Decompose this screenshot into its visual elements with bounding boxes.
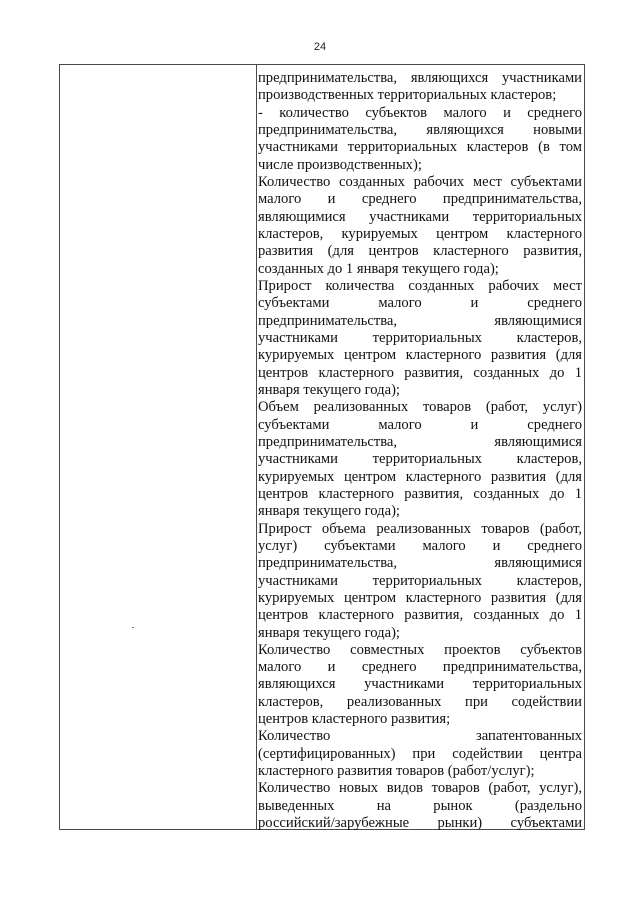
text-line: Прирост объема реализованных товаров (работ, — [258, 520, 582, 537]
page-number: 24 — [313, 41, 327, 53]
text-line: января текущего года); — [258, 624, 400, 641]
text-line: января текущего года); — [258, 381, 400, 398]
table-right-cell — [258, 70, 582, 832]
text-line: Количество новых видов товаров (работ, услуг), — [258, 780, 582, 797]
text-line: кластеров, реализованных при содействии — [258, 693, 582, 710]
text-line: субъектами малого и среднего — [258, 295, 582, 312]
text-line: малого и среднего предпринимательства, — [258, 191, 582, 208]
text-line: услуг) субъектами малого и среднего — [258, 537, 582, 554]
text-line: развития (для центров кластерного развития, — [258, 243, 582, 260]
text-line: российский/зарубежные рынки) субъектами — [258, 815, 582, 832]
text-line: центров кластерного развития, созданных до 1 — [258, 607, 582, 624]
text-line: Количество совместных проектов субъектов — [258, 641, 582, 658]
text-line: предпринимательства, являющихся участниками — [258, 70, 582, 86]
text-line: курируемых центром кластерного развития (для — [258, 468, 582, 485]
text-line: центров кластерного развития; — [258, 711, 451, 728]
text-line: числе производственных); — [258, 156, 422, 173]
text-line: участниками территориальных кластеров (в том — [258, 139, 582, 156]
text-line: января текущего года); — [258, 503, 400, 520]
scan-speck — [132, 627, 134, 628]
indicators-table — [59, 64, 585, 830]
text-line: предпринимательства, являющимися — [258, 555, 582, 572]
text-line: курируемых центром кластерного развития (для — [258, 347, 582, 364]
text-line: Количество созданных рабочих мест субъектами — [258, 173, 582, 190]
text-line: являющихся участниками территориальных — [258, 676, 582, 693]
text-line: малого и среднего предпринимательства, — [258, 659, 582, 676]
text-line: курируемых центром кластерного развития (для — [258, 589, 582, 606]
text-line: Количество запатентованных — [258, 728, 582, 745]
table-left-cell — [60, 65, 256, 829]
text-line: центров кластерного развития, созданных до 1 — [258, 485, 582, 502]
text-line: предпринимательства, являющимися — [258, 312, 582, 329]
text-line: участниками территориальных кластеров, — [258, 329, 582, 346]
text-line: - количество субъектов малого и среднего — [258, 104, 582, 121]
text-line: Объем реализованных товаров (работ, услуг) — [258, 399, 582, 416]
text-line: кластеров, курируемых центром кластерного — [258, 225, 582, 242]
text-line: субъектами малого и среднего — [258, 416, 582, 433]
text-line: кластерного развития товаров (работ/услуг); — [258, 763, 535, 780]
text-line: центров кластерного развития, созданных до 1 — [258, 364, 582, 381]
text-line: Прирост количества созданных рабочих мест — [258, 277, 582, 294]
text-line: выведенных на рынок (раздельно — [258, 797, 582, 814]
text-line: предпринимательства, являющихся новыми — [258, 121, 582, 138]
text-line: участниками территориальных кластеров, — [258, 572, 582, 589]
column-divider — [256, 65, 257, 829]
text-line: являющимися участниками территориальных — [258, 208, 582, 225]
text-line: предпринимательства, являющимися — [258, 433, 582, 450]
text-line: созданных до 1 января текущего года); — [258, 260, 499, 277]
text-line: производственных территориальных кластеров; — [258, 87, 557, 104]
text-line: (сертифицированных) при содействии центра — [258, 745, 582, 762]
text-line: участниками территориальных кластеров, — [258, 451, 582, 468]
